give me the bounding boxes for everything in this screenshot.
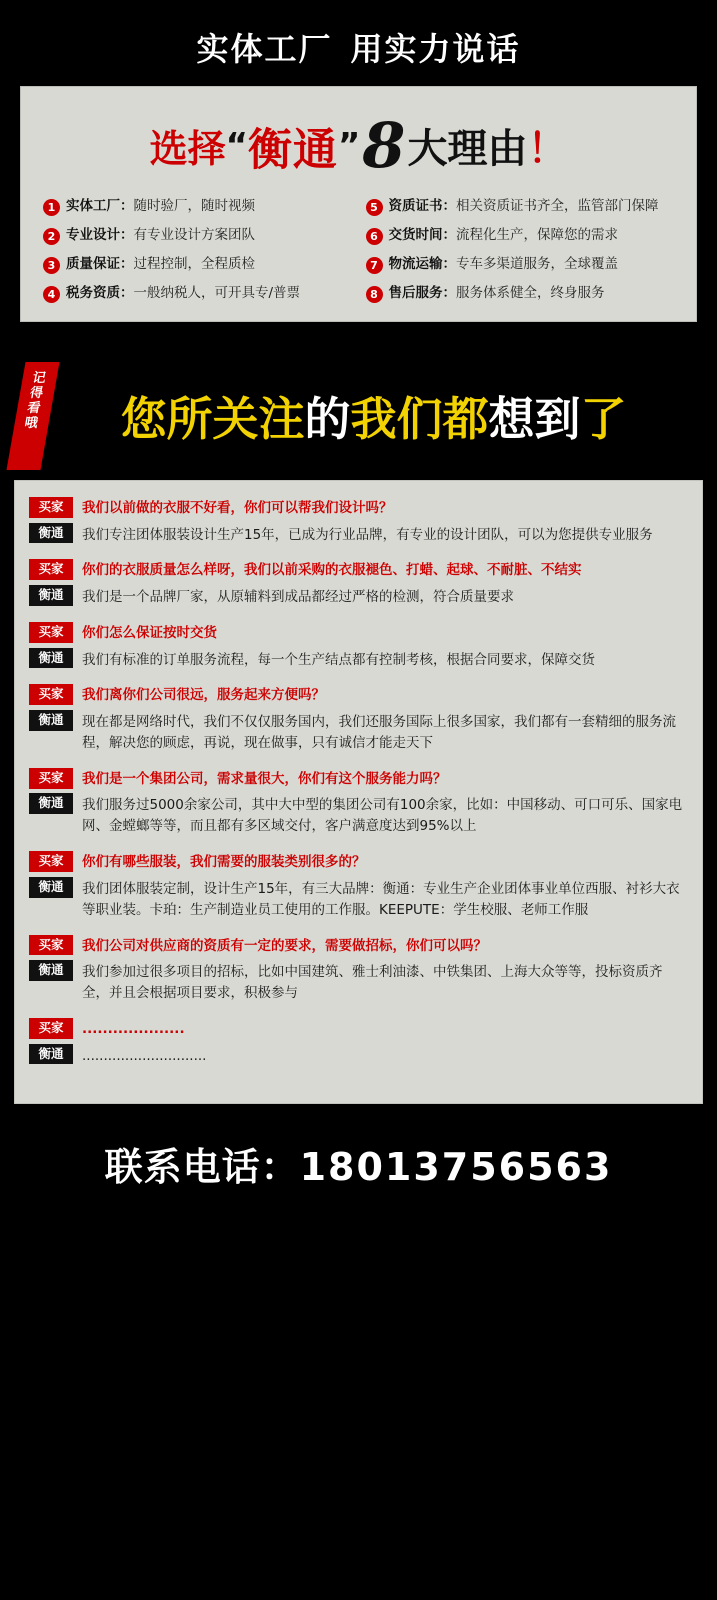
buyer-tag: 买家 xyxy=(29,935,73,956)
reason-item xyxy=(43,285,352,303)
qa-item xyxy=(29,622,688,670)
qa-question-row xyxy=(29,497,688,519)
reasons-headline xyxy=(39,101,678,196)
qa-item xyxy=(29,497,688,545)
page-title xyxy=(0,18,717,86)
reasons-count: 8 xyxy=(362,109,406,182)
quote-close: ” xyxy=(337,125,361,166)
reason-title: 资质证书： xyxy=(388,198,456,214)
qa-question-text: 我们公司对供应商的资质有一定的要求，需要做招标，你们可以吗？ xyxy=(82,937,487,954)
brand-tag: 衡通 xyxy=(29,877,73,898)
reason-bullet-6: 6 xyxy=(366,228,383,245)
qa-question-text: 我们是一个集团公司，需求量很大，你们有这个服务能力吗？ xyxy=(82,770,447,787)
reason-title: 售后服务： xyxy=(388,285,456,301)
page-title-part2: 用实力说话 xyxy=(350,30,521,68)
reason-bullet-4: 4 xyxy=(43,286,60,303)
ribbon-char-3: 看 xyxy=(26,400,43,416)
qa-answer-text: ............................. xyxy=(82,1047,207,1064)
buyer-tag: 买家 xyxy=(29,559,73,580)
reasons-panel xyxy=(20,86,697,322)
reason-desc: 流程化生产，保障您的需求 xyxy=(456,227,618,243)
reasons-grid xyxy=(39,196,678,303)
quote-open: “ xyxy=(225,125,248,166)
qa-question-row xyxy=(29,559,688,581)
qa-header xyxy=(0,356,717,476)
brand-tag: 衡通 xyxy=(29,585,73,606)
reason-desc: 过程控制，全程质检 xyxy=(133,256,255,272)
qa-title-part2: 的 xyxy=(304,392,351,446)
qa-title-part1: 您所关注 xyxy=(120,392,305,446)
reason-title: 专业设计： xyxy=(66,227,134,243)
qa-answer-text: 我们有标准的订单服务流程，每一个生产结点都有控制考核，根据合同要求，保障交货 xyxy=(82,651,595,668)
qa-question-row xyxy=(29,622,688,644)
qa-item xyxy=(29,935,688,1004)
factory-banner-section xyxy=(0,0,717,322)
qa-answer-row xyxy=(29,585,688,608)
brand-tag: 衡通 xyxy=(29,960,73,981)
qa-item xyxy=(29,1018,688,1066)
qa-answer-row xyxy=(29,648,688,671)
buyer-tag: 买家 xyxy=(29,1018,73,1039)
ribbon-badge xyxy=(6,362,59,470)
buyer-tag: 买家 xyxy=(29,768,73,789)
qa-question-text: 你们怎么保证按时交货 xyxy=(82,624,217,641)
qa-answer-row xyxy=(29,877,688,921)
reason-bullet-8: 8 xyxy=(366,286,383,303)
qa-answer-row xyxy=(29,1044,688,1067)
qa-answer-text: 我们专注团体服装设计生产15年，已成为行业品牌，有专业的设计团队，可以为您提供专业服务 xyxy=(82,526,653,543)
brand-tag: 衡通 xyxy=(29,523,73,544)
ribbon-char-4: 哦 xyxy=(23,415,41,431)
reason-desc: 相关资质证书齐全，监管部门保障 xyxy=(456,198,659,214)
qa-title xyxy=(91,383,627,449)
page-title-part1: 实体工厂 xyxy=(196,30,333,68)
reason-bullet-3: 3 xyxy=(43,257,60,274)
qa-answer-text: 现在都是网络时代，我们不仅仅服务国内，我们还服务国际上很多国家，我们都有一套精细的服务流程，解决您的顾虑，再说，现在做事，只有诚信才能走天下 xyxy=(82,714,676,751)
reasons-exclaim: ！ xyxy=(527,126,568,172)
reason-desc: 随时验厂，随时视频 xyxy=(133,198,255,214)
reason-title: 交货时间： xyxy=(388,227,456,243)
brand-name: 衡通 xyxy=(247,124,338,176)
qa-item xyxy=(29,851,688,920)
reason-desc: 专车多渠道服务，全球覆盖 xyxy=(456,256,618,272)
buyer-tag: 买家 xyxy=(29,684,73,705)
qa-question-text: .................... xyxy=(82,1021,185,1038)
qa-answer-row xyxy=(29,793,688,837)
qa-title-part3: 我们都 xyxy=(350,392,489,446)
qa-title-part5: 了 xyxy=(580,392,627,446)
reason-title: 质量保证： xyxy=(66,256,134,272)
reason-desc: 服务体系健全，终身服务 xyxy=(456,285,605,301)
buyer-tag: 买家 xyxy=(29,622,73,643)
reason-title: 实体工厂： xyxy=(66,198,134,214)
ribbon-char-1: 记 xyxy=(31,371,48,386)
brand-tag: 衡通 xyxy=(29,1044,73,1065)
qa-item xyxy=(29,768,688,837)
qa-panel xyxy=(14,480,703,1104)
reason-item xyxy=(43,198,352,216)
qa-answer-text: 我们是一个品牌厂家，从原辅料到成品都经过严格的检测，符合质量要求 xyxy=(82,589,514,606)
buyer-tag: 买家 xyxy=(29,497,73,518)
qa-item xyxy=(29,684,688,753)
qa-item xyxy=(29,559,688,607)
contact-footer xyxy=(0,1110,717,1221)
reason-bullet-2: 2 xyxy=(43,228,60,245)
reason-item xyxy=(43,256,352,274)
qa-answer-text: 我们服务过5000余家公司，其中大中型的集团公司有100余家，比如：中国移动、可口可乐、国家电网、金螳螂等等，而且都有多区域交付，客户满意度达到95%以上 xyxy=(82,797,683,835)
qa-question-row xyxy=(29,935,688,957)
reasons-lead: 选择 xyxy=(149,127,226,171)
reason-bullet-1: 1 xyxy=(43,199,60,216)
contact-phone xyxy=(0,1136,717,1191)
qa-answer-text: 我们团体服装定制，设计生产15年，有三大品牌：衡通：专业生产企业团体事业单位西服、衬衫大衣等职业装。卡珀：生产制造业员工使用的工作服。KEEPUTE：学生校服、老师工作服 xyxy=(82,880,680,918)
brand-tag: 衡通 xyxy=(29,793,73,814)
reason-item xyxy=(43,227,352,245)
qa-question-text: 我们离你们公司很远，服务起来方便吗？ xyxy=(82,687,325,704)
qa-question-text: 你们的衣服质量怎么样呀，我们以前采购的衣服褪色、打蜡、起球、不耐脏、不结实 xyxy=(82,562,582,579)
qa-section xyxy=(0,356,717,1110)
reason-item xyxy=(366,256,675,274)
qa-answer-text: 我们参加过很多项目的招标，比如中国建筑、雅士利油漆、中铁集团、上海大众等等，投标资质齐全，并且会根据项目要求，积极参与 xyxy=(82,964,663,1002)
buyer-tag: 买家 xyxy=(29,851,73,872)
reason-item xyxy=(366,198,675,216)
qa-question-row xyxy=(29,768,688,790)
reason-desc: 有专业设计方案团队 xyxy=(133,227,255,243)
qa-question-row xyxy=(29,684,688,706)
qa-answer-row xyxy=(29,710,688,754)
contact-label: 联系电话： xyxy=(104,1144,300,1189)
reasons-trail: 大理由 xyxy=(407,126,528,172)
qa-question-text: 我们以前做的衣服不好看，你们可以帮我们设计吗？ xyxy=(82,500,393,516)
brand-tag: 衡通 xyxy=(29,710,73,731)
qa-answer-row xyxy=(29,523,688,546)
reason-title: 税务资质： xyxy=(66,285,134,301)
qa-question-text: 你们有哪些服装，我们需要的服装类别很多的？ xyxy=(82,854,366,871)
qa-question-row xyxy=(29,851,688,873)
qa-question-row xyxy=(29,1018,688,1040)
reason-bullet-5: 5 xyxy=(366,199,383,216)
ribbon-char-2: 得 xyxy=(28,385,46,401)
reason-item xyxy=(366,227,675,245)
reason-item xyxy=(366,285,675,303)
qa-answer-row xyxy=(29,960,688,1004)
brand-tag: 衡通 xyxy=(29,648,73,669)
reason-title: 物流运输： xyxy=(388,256,456,272)
qa-title-part4: 想到 xyxy=(488,392,581,446)
contact-number: 18013756563 xyxy=(299,1144,613,1189)
reason-desc: 一般纳税人，可开具专/普票 xyxy=(133,285,301,301)
reason-bullet-7: 7 xyxy=(366,257,383,274)
